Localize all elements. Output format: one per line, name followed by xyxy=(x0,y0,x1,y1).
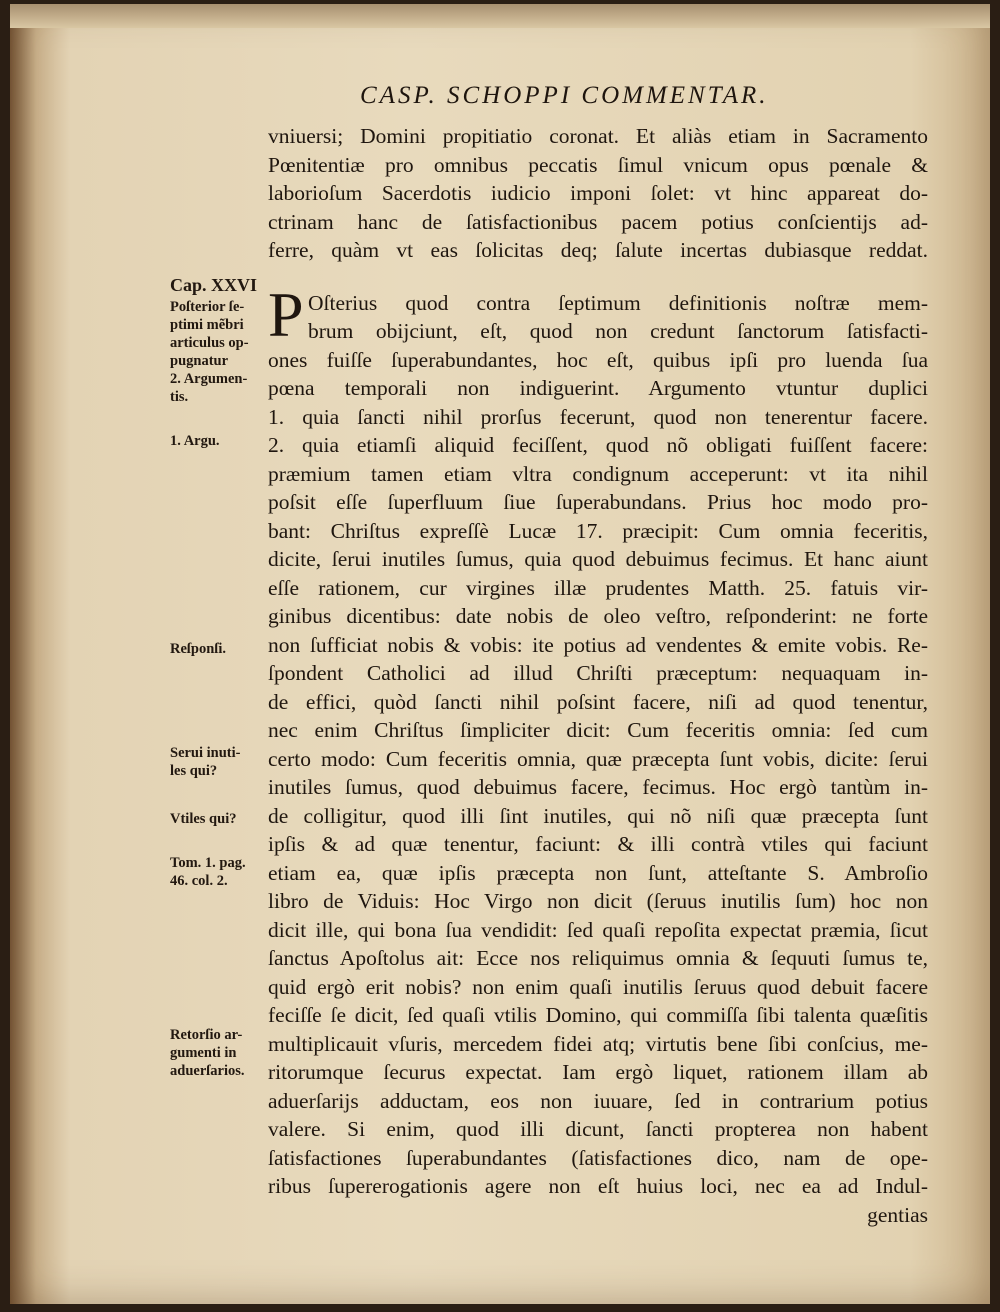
margin-note-line: articulus op- xyxy=(170,335,249,351)
text-line: Oſterius quod contra ſeptimum definitionis noſtræ mem- xyxy=(308,290,928,315)
text-line: 1. quia ſancti nihil prorſus fecerunt, quod non tenerentur facere. xyxy=(268,404,928,429)
text-line: ipſis & ad quæ tenentur, faciunt: & illi contrà vtiles qui faciunt xyxy=(268,832,928,856)
book-page xyxy=(10,4,990,1304)
text-line: ſatisfactiones ſuperabundantes (ſatisfactiones dico, nam de ope- xyxy=(268,1145,928,1170)
text-line: vniuersi; Domini propitiatio coronat. Et aliàs etiam in Sacramento xyxy=(268,124,928,148)
text-line: non ſufficiat nobis & vobis: ite potius ad vendentes & emite vobis. Re- xyxy=(268,632,928,657)
margin-note-line: aduerſarios. xyxy=(170,1063,245,1079)
text-line: poſsit eſſe ſuperfluum ſiue ſuperabundans. Prius hoc modo pro- xyxy=(268,490,928,514)
margin-note xyxy=(170,640,274,658)
margin-note xyxy=(170,854,274,890)
text-line: Pœnitentiæ pro omnibus peccatis ſimul vnicum opus pœnale & xyxy=(268,152,928,177)
margin-note xyxy=(170,298,274,406)
text-line: ſanctus Apoſtolus ait: Ecce nos reliquimus omnia & ſequuti ſumus te, xyxy=(268,946,928,970)
text-line: ferre, quàm vt eas ſolicitas deq; ſalute incertas dubiasque reddat. xyxy=(268,238,928,262)
main-text xyxy=(268,122,928,1229)
text-line: de effici, quòd ſancti nihil poſsint facere, niſi ad quod tenentur, xyxy=(268,689,928,714)
margin-note-line: Poſterior ſe- xyxy=(170,299,245,315)
text-line: feciſſe ſe dicit, ſed quaſi vtilis Domino, qui commiſſa ſibi talenta quæſitis xyxy=(268,1003,928,1027)
text-line: de colligitur, quod illi ſint inutiles, qui nõ niſi quæ præcepta ſunt xyxy=(268,803,928,828)
text-line: ones fuiſſe ſuperabundantes, hoc eſt, quibus ipſi pro luenda ſua xyxy=(268,347,928,372)
text-line: præmium tamen etiam vltra condignum acceperunt: vt ita nihil xyxy=(268,461,928,486)
running-head: CASP. SCHOPPI COMMENTAR. xyxy=(360,82,769,109)
margin-note-line: 46. col. 2. xyxy=(170,873,228,889)
margin-note xyxy=(170,810,274,828)
text-line: certo modo: Cum feceritis omnia, quæ præcepta ſunt vobis, dicite: ſerui xyxy=(268,746,928,771)
text-line: valere. Si enim, quod illi dicunt, ſancti propterea non habent xyxy=(268,1117,928,1141)
margin-note-line: Retorſio ar- xyxy=(170,1027,243,1043)
text-line: bant: Chriſtus expreſſè Lucæ 17. præcipit: Cum omnia feceritis, xyxy=(268,518,928,543)
margin-note xyxy=(170,432,274,450)
text-line: ginibus dicentibus: date nobis de oleo veſtro, reſponderint: ne forte xyxy=(268,604,928,628)
paragraph-2 xyxy=(268,278,928,1230)
text-line: dicite, ſerui inutiles ſumus, quia quod debuimus fecimus. Et hanc aiunt xyxy=(268,547,928,571)
text-line: eſſe rationem, cur virgines illæ prudentes Matth. 25. fatuis vir- xyxy=(268,575,928,600)
text-line: multiplicauit vſuris, mercedem fidei atq; virtutis bene ſibi conſcius, me- xyxy=(268,1031,928,1056)
text-line: nec enim Chriſtus ſimpliciter dicit: Cum feceritis omnia: ſed cum xyxy=(268,718,928,742)
paragraph-1 xyxy=(268,122,928,265)
text-line: laborioſum Sacerdotis iudicio imponi ſolet: vt hinc appareat do- xyxy=(268,181,928,205)
text-line: quid ergò erit nobis? non enim quaſi inutilis ſeruus quod debuit facere xyxy=(268,974,928,999)
text-line: inutiles ſumus, quod debuimus facere, fecimus. Hoc ergò tantùm in- xyxy=(268,775,928,799)
text-line: 2. quia etiamſi aliquid feciſſent, quod nõ obligati fuiſſent facere: xyxy=(268,433,928,457)
text-line: etiam ea, quæ ipſis præcepta non ſunt, atteſtante S. Ambroſio xyxy=(268,860,928,885)
margin-note-line: Tom. 1. pag. xyxy=(170,855,246,871)
drop-capital: P xyxy=(268,278,304,350)
margin-note-line: gumenti in xyxy=(170,1045,237,1061)
text-line: brum obijciunt, eſt, quod non credunt ſanctorum ſatisfacti- xyxy=(308,319,928,343)
margin-note xyxy=(170,276,274,294)
text-line: ctrinam hanc de ſatisfactionibus pacem potius conſcientijs ad- xyxy=(268,209,928,234)
margin-note-line: ptimi mẽbri xyxy=(170,317,244,333)
text-line: dicit ille, qui bona ſua vendidit: ſed quaſi repoſita expectat præmia, ſicut xyxy=(268,917,928,942)
margin-note-line: 1. Argu. xyxy=(170,433,220,449)
margin-note-line: Reſponſi. xyxy=(170,641,226,657)
margin-note xyxy=(170,1026,274,1080)
text-line: gentias xyxy=(867,1202,928,1227)
margin-note-line: 2. Argumen- xyxy=(170,371,248,387)
margin-note-line: Vtiles qui? xyxy=(170,811,237,827)
text-line: ſpondent Catholici ad illud Chriſti præceptum: nequaquam in- xyxy=(268,661,928,685)
text-line: pœna temporali non indiguerint. Argumento vtuntur duplici xyxy=(268,376,928,400)
margin-note-line: pugnatur xyxy=(170,353,229,369)
margin-note-line: Serui inuti- xyxy=(170,745,241,761)
text-line: ribus ſupererogationis agere non eſt huius loci, nec ea ad Indul- xyxy=(268,1174,928,1198)
text-line: ritorumque ſecurus expectat. Iam ergò liquet, rationem illam ab xyxy=(268,1060,928,1084)
margin-note xyxy=(170,744,274,780)
margin-note-line: les qui? xyxy=(170,763,218,779)
margin-note-line: tis. xyxy=(170,389,189,405)
text-line: libro de Viduis: Hoc Virgo non dicit (ſeruus inutilis ſum) hoc non xyxy=(268,889,928,913)
text-line: aduerſarijs adductam, eos non iuuare, ſed in contrarium potius xyxy=(268,1088,928,1113)
margin-note-line: Cap. XXVI xyxy=(170,275,258,295)
